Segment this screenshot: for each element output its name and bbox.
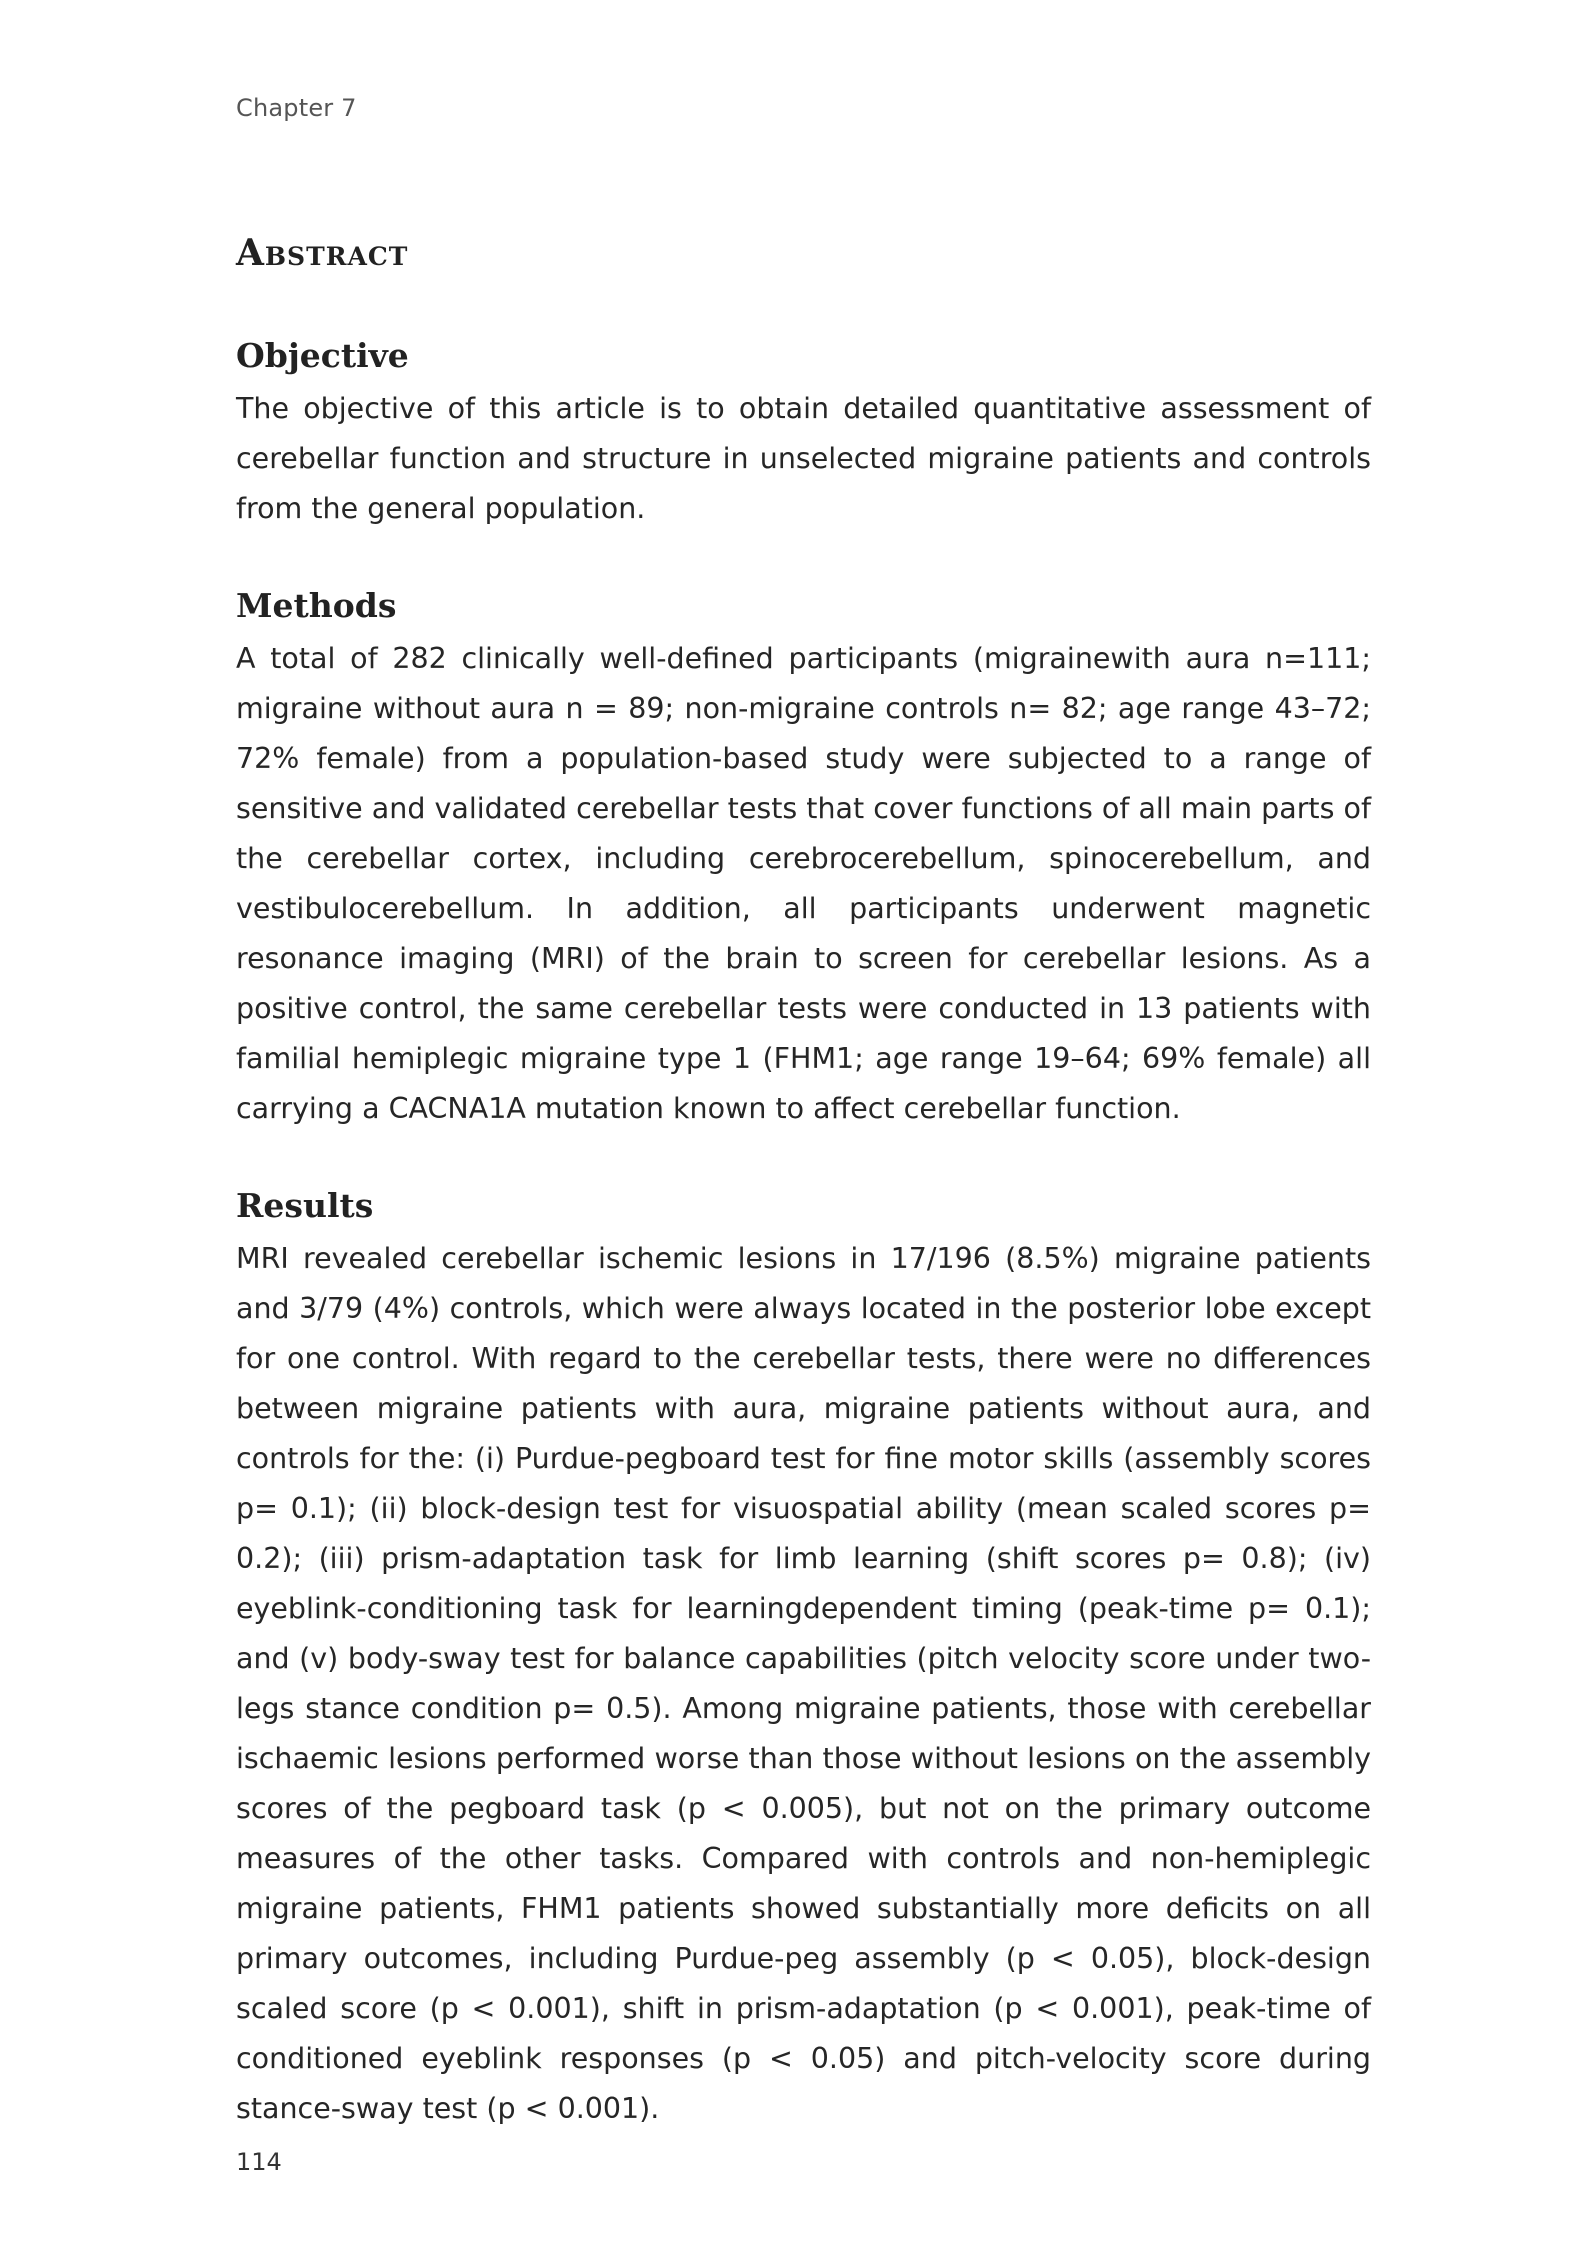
results-heading: Results — [236, 1186, 374, 1225]
page-number: 114 — [236, 2148, 282, 2176]
running-header: Chapter 7 — [236, 94, 357, 122]
results-paragraph: MRI revealed cerebellar ischemic lesions in 17/196 (8.5%) migraine patients and 3/79 (4%) controls, which were always located in the posterior lobe except for one control. With regard to the cerebellar tests, there were no differences between migraine patients with aura, migraine patients without aura, and controls for the: (i) Purdue-pegboard test for fine motor skills (assembly scores p= 0.1); (ii) block-design test for visuospatial ability (mean scaled scores p= 0.2); (iii) prism-adaptation task for limb learning (shift scores p= 0.8); (iv) eyeblink-conditioning task for learningdependent timing (peak-time p= 0.1); and (v) body-sway test for balance capabilities (pitch velocity score under two-legs stance condition p= 0.5). Among migraine patients, those with cerebellar ischaemic lesions performed worse than those without lesions on the assembly scores of the pegboard task (p < 0.005), but not on the primary outcome measures of the other tasks. Compared with controls and non-hemiplegic migraine patients, FHM1 patients showed substantially more deficits on all primary outcomes, including Purdue-peg assembly (p < 0.05), block-design scaled score (p < 0.001), shift in prism-adaptation (p < 0.001), peak-time of conditioned eyeblink responses (p < 0.05) and pitch-velocity score during stance-sway test (p < 0.001). — [236, 1242, 1371, 2125]
abstract-title: Abstract — [236, 232, 409, 274]
methods-heading: Methods — [236, 586, 397, 625]
objective-paragraph: The objective of this article is to obtain detailed quantitative assessment of cerebellar function and structure in unselected migraine patients and controls from the general population. — [236, 392, 1371, 525]
methods-paragraph: A total of 282 clinically well-defined participants (migrainewith aura n=111; migraine without aura n = 89; non-migraine controls n= 82; age range 43–72; 72% female) from a population-based study were subjected to a range of sensitive and validated cerebellar tests that cover functions of all main parts of the cerebellar cortex, including cerebrocerebellum, spinocerebellum, and vestibulocerebellum. In addition, all participants underwent magnetic resonance imaging (MRI) of the brain to screen for cerebellar lesions. As a positive control, the same cerebellar tests were conducted in 13 patients with familial hemiplegic migraine type 1 (FHM1; age range 19–64; 69% female) all carrying a CACNA1A mutation known to affect cerebellar function. — [236, 642, 1371, 1125]
objective-heading: Objective — [236, 336, 409, 375]
